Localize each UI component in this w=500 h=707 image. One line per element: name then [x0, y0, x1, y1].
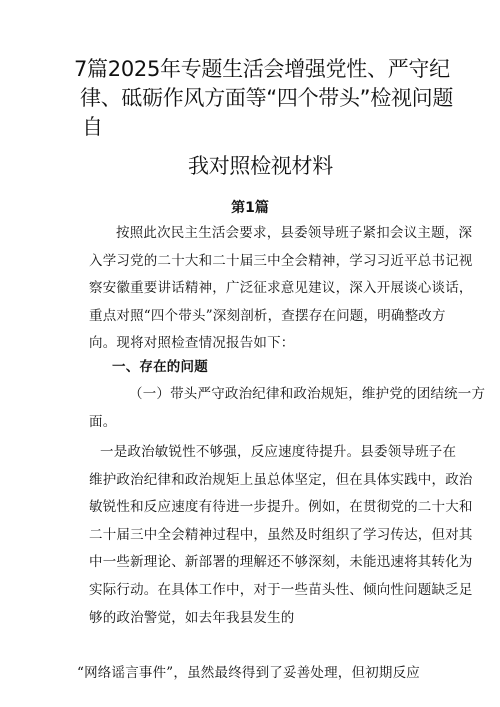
document-title: [74, 55, 474, 181]
subsection-paragraph: [89, 381, 486, 436]
title-line-2: 律、砥砺作风方面等“四个带头”检视问题: [80, 86, 454, 110]
paragraph-line: 面。: [89, 413, 117, 430]
intro-paragraph: [89, 220, 473, 358]
title-line-1: 7篇2025年专题生活会增强党性、严守纪: [74, 57, 450, 81]
paragraph-line: 按照此次民主生活会要求，县委领导班子紧扣会议主题，深: [116, 225, 473, 241]
title-line-4: 我对照检视材料: [188, 154, 333, 178]
section-heading: 一、存在的问题: [112, 359, 208, 375]
paragraph-line: 一是政治敏锐性不够强，反应速度待提升。县委领导班子在: [100, 444, 457, 460]
continuation-paragraph: [77, 660, 421, 688]
paragraph-line: 入学习党的二十大和二十届三中全会精神，学习习近平总书记视: [89, 252, 473, 269]
title-line-3: 自: [82, 115, 103, 139]
paragraph-line: 向。现将对照检查情况报告如下：: [89, 335, 295, 352]
paragraph-line: 二十届三中全会精神过程中，虽然及时组织了学习传达，但对其: [89, 526, 473, 543]
paragraph-line: 实际行动。在具体工作中，对于一些苗头性、倾向性问题缺乏足: [89, 581, 473, 598]
paragraph-line: “网络谣言事件”，虽然最终得到了妥善处理，但初期反应: [77, 665, 421, 681]
paragraph-line: （一）带头严守政治纪律和政治规矩，维护党的团结统一方: [129, 386, 486, 402]
chapter-heading: 第1篇: [231, 200, 269, 216]
paragraph-line: 维护政治纪律和政治规矩上虽总体坚定，但在具体实践中，政治: [89, 471, 473, 488]
paragraph-line: 够的政治警觉，如去年我县发生的: [89, 609, 295, 626]
paragraph-line: 察安徽重要讲话精神，广泛征求意见建议，深入开展谈心谈话，: [89, 280, 473, 297]
paragraph-line: 重点对照“四个带头”深刻剖析，查摆存在问题，明确整改方: [89, 307, 446, 324]
body-paragraph: [89, 439, 473, 632]
paragraph-line: 中一些新理论、新部署的理解还不够深刻，未能迅速将其转化为: [89, 554, 473, 571]
paragraph-line: 敏锐性和反应速度有待进一步提升。例如，在贯彻党的二十大和: [89, 499, 473, 516]
